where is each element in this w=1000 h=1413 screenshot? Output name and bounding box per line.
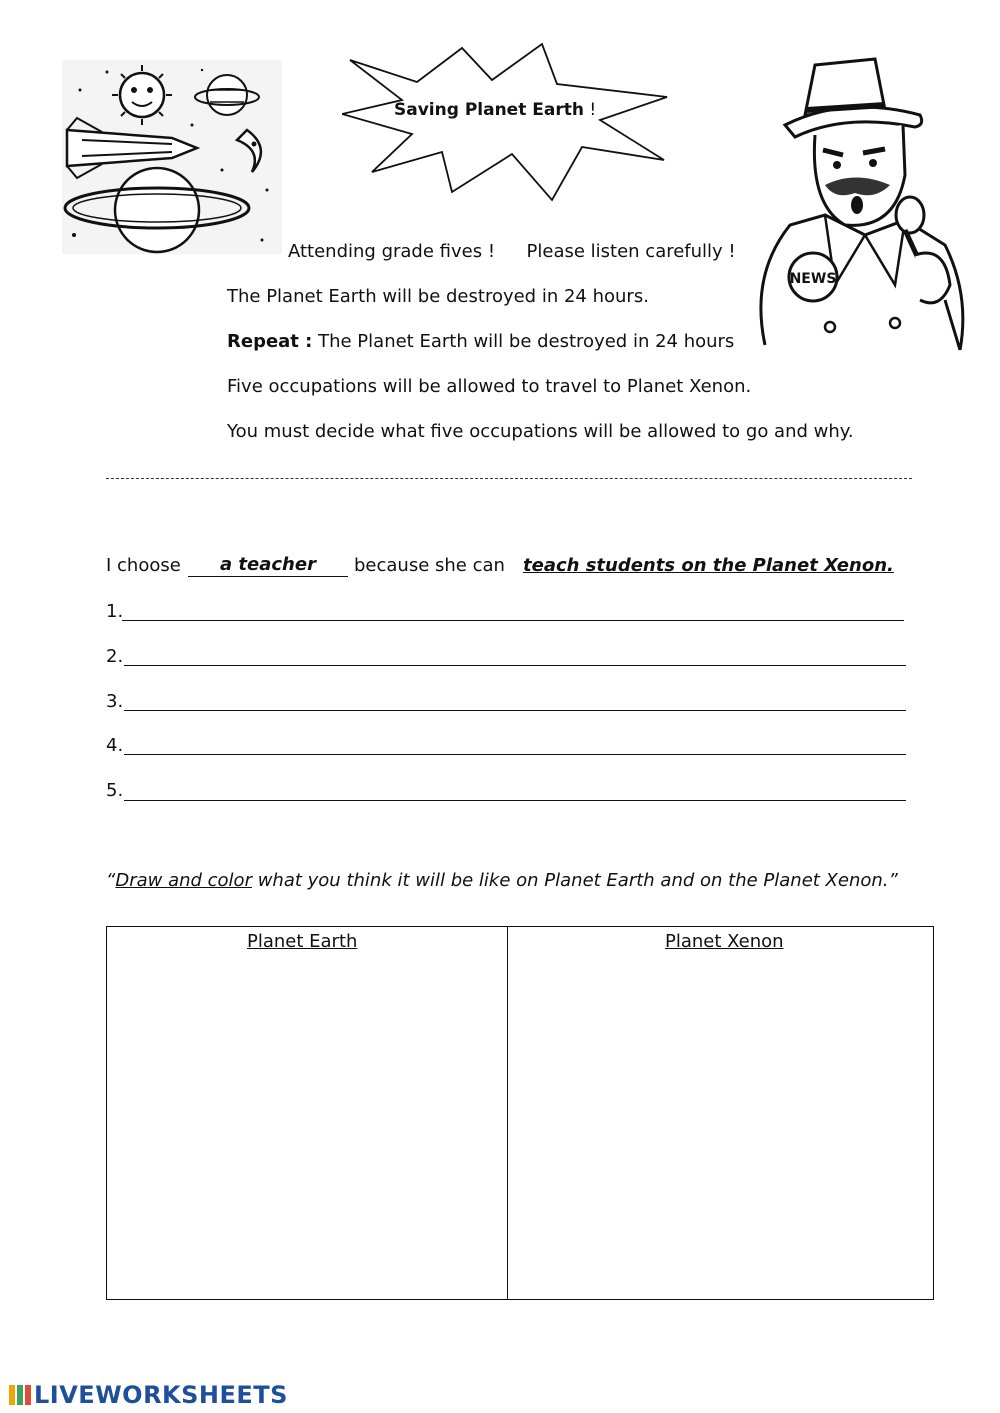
intro-line-1 <box>288 240 736 264</box>
answer-line-5[interactable] <box>124 800 906 801</box>
news-badge-text: NEWS <box>789 271 837 287</box>
news-reporter-image <box>745 55 975 355</box>
instruction-emphasis: Draw and color <box>115 870 252 891</box>
footer-brand[interactable] <box>8 1380 288 1410</box>
answer-number-1: 1. <box>106 601 124 622</box>
answer-line-4[interactable] <box>124 754 906 755</box>
table-divider <box>507 927 508 1299</box>
space-clipart-image <box>62 60 282 254</box>
example-reason: teach students on the Planet Xenon. <box>523 555 894 576</box>
repeat-label: Repeat : <box>227 331 313 352</box>
drawing-table <box>106 926 934 1300</box>
answer-line-3[interactable] <box>124 710 906 711</box>
answer-number-3: 3. <box>106 691 124 712</box>
example-middle: because she can <box>354 555 505 576</box>
intro-line-4: Five occupations will be allowed to travel to Planet Xenon. <box>227 376 752 397</box>
column-header-planet-xenon: Planet Xenon <box>665 931 784 952</box>
intro-attention: Attending grade fives ! <box>288 241 496 262</box>
planet-earth-drawing-area[interactable] <box>107 963 507 1299</box>
liveworksheets-brand-text: LIVEWORKSHEETS <box>34 1381 288 1409</box>
answer-line-2[interactable] <box>124 665 906 666</box>
example-prefix: I choose <box>106 555 181 576</box>
instruction-open-quote: “ <box>106 870 116 891</box>
intro-listen: Please listen carefully ! <box>526 241 736 262</box>
worksheet-title-suffix: ! <box>583 100 597 120</box>
intro-line-3 <box>227 330 747 354</box>
answer-number-4: 4. <box>106 735 124 756</box>
repeat-text: The Planet Earth will be destroyed in 24 hours <box>312 331 735 352</box>
section-divider <box>106 478 912 479</box>
starburst-title-shape <box>342 42 670 202</box>
planet-xenon-drawing-area[interactable] <box>509 963 933 1299</box>
worksheet-title <box>394 100 596 120</box>
worksheet-title-text: Saving Planet Earth <box>394 100 584 120</box>
answer-number-5: 5. <box>106 780 124 801</box>
column-header-planet-earth: Planet Earth <box>247 931 358 952</box>
answer-number-2: 2. <box>106 646 124 667</box>
liveworksheets-logo-icon <box>8 1383 34 1407</box>
intro-line-2: The Planet Earth will be destroyed in 24 hours. <box>227 286 649 307</box>
example-occupation: a teacher <box>188 554 348 577</box>
sun-icon <box>112 65 172 125</box>
drawing-instruction <box>106 869 898 893</box>
instruction-rest: what you think it will be like on Planet Earth and on the Planet Xenon.” <box>251 870 898 891</box>
answer-line-1[interactable] <box>122 620 904 621</box>
intro-line-5: You must decide what five occupations will be allowed to go and why. <box>227 421 854 442</box>
